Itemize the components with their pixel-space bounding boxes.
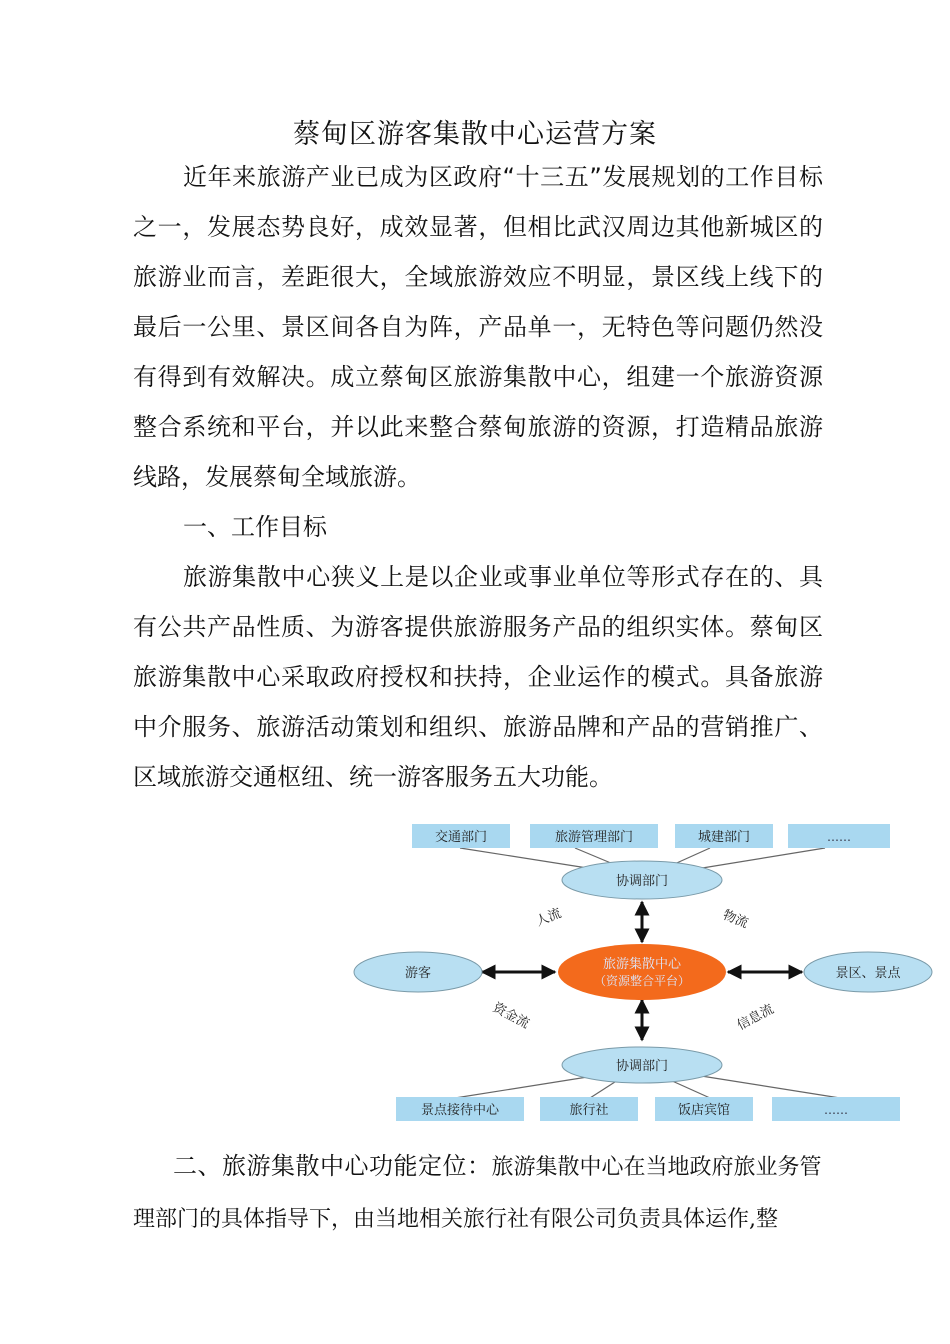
svg-text:交通部门: 交通部门 [434, 830, 488, 845]
document-title: 蔡甸区游客集散中心运营方案 [293, 119, 657, 150]
tourism-hub-diagram [350, 818, 940, 1128]
bottom-coordination-ellipse [562, 1047, 722, 1083]
svg-text:……: …… [824, 1103, 848, 1117]
top-coordination-ellipse [562, 861, 722, 899]
intro-paragraph: 近年来旅游产业已成为区政府“十三五”发展规划的工作目标之一，发展态势良好，成效显著，但相比武汉周边其他新城区的旅游业而言，差距很大，全域旅游效应不明显，景区线上线下的最后一公里、景区间各自为阵，产品单一，无特色等问题仍然没有得到有效解决。成立蔡甸区旅游集散中心，组建一个旅游资源整合系统和平台，并以此来整合蔡甸旅游的资源，打造精品旅游线路，发展蔡甸全域旅游。 [133, 163, 823, 491]
bottom-box-hotel [655, 1097, 753, 1121]
section2-paragraph [133, 1140, 823, 1246]
svg-text:景区、景点: 景区、景点 [835, 966, 901, 981]
section1-paragraph: 旅游集散中心狭义上是以企业或事业单位等形式存在的、具有公共产品性质、为游客提供旅游服务产品的组织实体。蔡甸区旅游集散中心采取政府授权和扶持，企业运作的模式。具备旅游中介服务、旅游活动策划和组织、旅游品牌和产品的营销推广、区域旅游交通枢纽、统一游客服务五大功能。 [133, 563, 823, 791]
flow-label-info: 信息流 [734, 1001, 777, 1034]
top-box-traffic [412, 824, 510, 848]
svg-text:……: …… [827, 830, 851, 844]
svg-text:饭店宾馆: 饭店宾馆 [677, 1103, 731, 1118]
section2-heading: 二、旅游集散中心功能定位： [173, 1152, 492, 1180]
svg-text:旅游管理部门: 旅游管理部门 [554, 830, 634, 845]
top-box-more [788, 824, 890, 848]
top-box-urban-construction [675, 824, 773, 848]
svg-text:协调部门: 协调部门 [615, 1059, 669, 1074]
top-box-tourism-admin [530, 824, 658, 848]
bottom-box-more [772, 1097, 900, 1121]
scenic-spot-ellipse [804, 952, 932, 992]
section2-text: 旅游集散中心在当地政府旅业务管理部门的具体指导下，由当地相关旅行社有限公司负责具体运作,整 [133, 1155, 822, 1232]
tourist-ellipse [354, 952, 482, 992]
bottom-box-travel-agency [540, 1097, 638, 1121]
flow-label-money: 资金流 [490, 1000, 532, 1032]
flow-label-people: 人流 [533, 906, 564, 930]
svg-text:城建部门: 城建部门 [697, 830, 751, 845]
section1-heading: 一、工作目标 [183, 513, 327, 541]
flow-label-goods: 物流 [720, 907, 751, 932]
center-hub-ellipse [558, 944, 726, 1000]
svg-text:景点接待中心: 景点接待中心 [420, 1103, 500, 1118]
svg-text:旅行社: 旅行社 [569, 1103, 609, 1118]
svg-text:旅游集散中心: 旅游集散中心 [602, 957, 682, 972]
svg-text:协调部门: 协调部门 [615, 874, 669, 889]
bottom-box-reception [396, 1097, 524, 1121]
svg-text:（资源整合平台）: （资源整合平台） [593, 974, 691, 988]
svg-text:游客: 游客 [404, 966, 432, 981]
